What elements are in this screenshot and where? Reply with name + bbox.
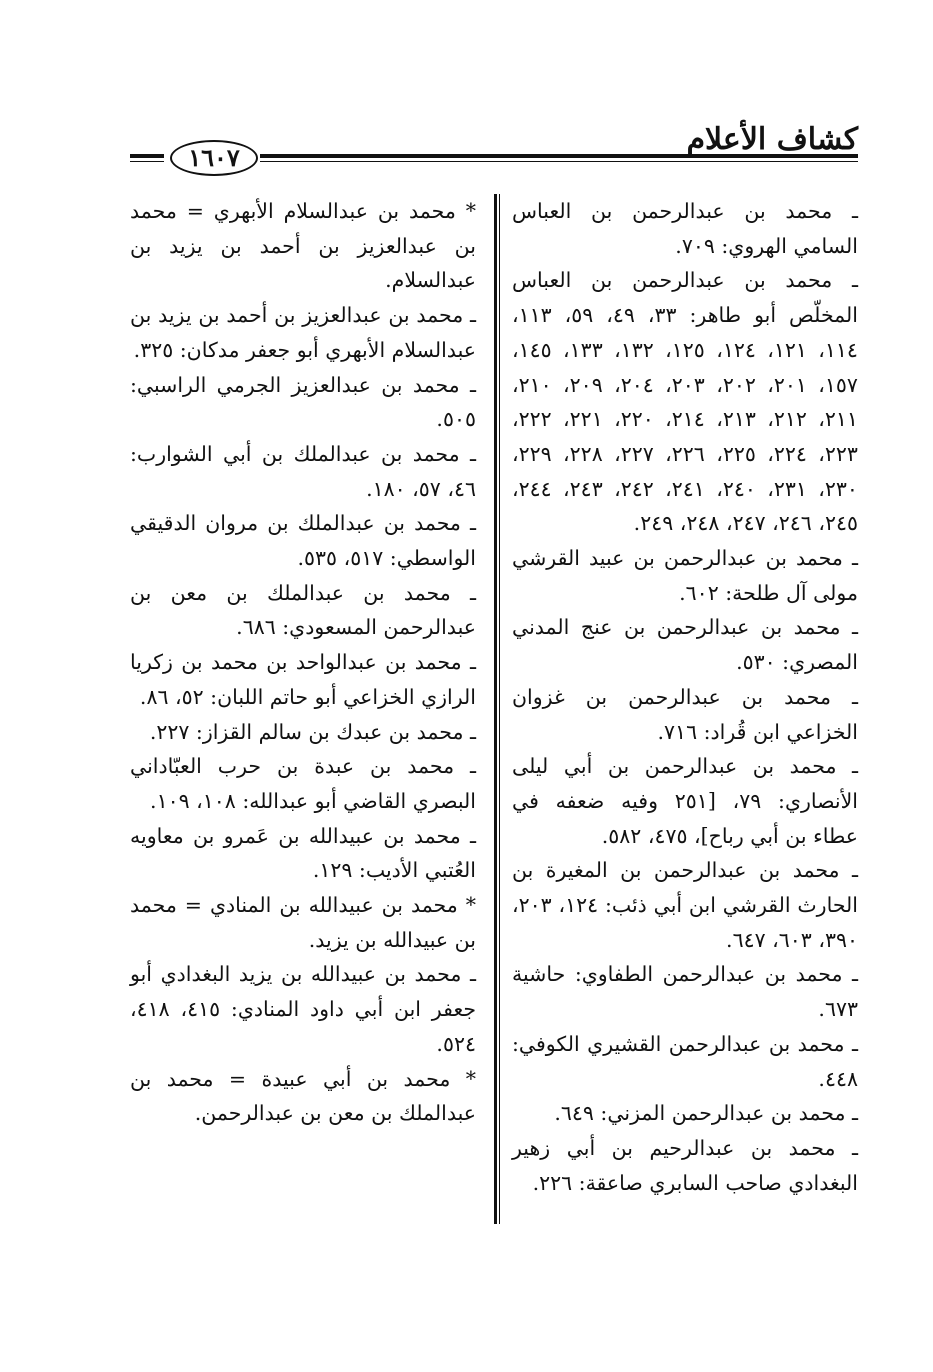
index-entry: ـ محمد بن عبدالرحمن بن العباس المخلّص أبو طاهر: ٣٣، ٤٩، ٥٩، ١١٣، ١١٤، ١٢١، ١٢٤، ١٢٥، ١٣٢، ١٣٣، ١٤٥، ١٥٧، ٢٠١، ٢٠٢، ٢٠٣، ٢٠٤، ٢٠٩، ٢١٠، ٢١١، ٢١٢، ٢١٣، ٢١٤، ٢٢٠، ٢٢١، ٢٢٢، ٢٢٣، ٢٢٤، ٢٢٥، ٢٢٦، ٢٢٧، ٢٢٨، ٢٢٩، ٢٣٠، ٢٣١، ٢٤٠، ٢٤١، ٢٤٢، ٢٤٣، ٢٤٤، ٢٤٥، ٢٤٦، ٢٤٧، ٢٤٨، ٢٤٩.	[512, 268, 858, 536]
book-title: كشاف الأعلام	[686, 122, 858, 157]
index-entry: * محمد بن أبي عبيدة = محمد بن عبدالملك بن معن بن عبدالرحمن.	[130, 1066, 476, 1126]
index-entry: ـ محمد بن عبدالملك بن أبي الشوارب: ٤٦، ٥٧، ١٨٠.	[130, 441, 476, 501]
index-entry: ـ محمد بن عبدالرحمن القشيري الكوفي: ٤٤٨.	[512, 1031, 858, 1091]
index-entry: ـ محمد بن عبدالعزيز الجرمي الراسبي: ٥٠٥.	[130, 372, 476, 432]
index-entry: ـ محمد بن عبيدالله بن يزيد البغدادي أبو جعفر ابن أبي داود المنادي: ٤١٥، ٤١٨، ٥٢٤.	[130, 962, 476, 1056]
header-rule	[260, 154, 858, 162]
index-entry: ـ محمد بن عبدالرحمن المزني: ٦٤٩.	[554, 1101, 858, 1126]
index-entry: ـ محمد بن عبدالرحمن بن المغيرة بن الحارث القرشي ابن أبي ذئب: ١٢٤، ٢٠٣، ٣٩٠، ٦٠٣، ٦٤٧.	[512, 858, 858, 952]
header-rule-left	[130, 154, 164, 162]
index-entry: ـ محمد بن عبدالعزيز بن أحمد بن يزيد بن عبدالسلام الأبهري أبو جعفر مدكان: ٣٢٥.	[130, 303, 476, 362]
index-entry: ـ محمد بن عبدالرحمن بن أبي ليلى الأنصاري: ٧٩، [٢٥١ وفيه ضعفه في عطاء بن أبي رباح]، ٤٧٥، ٥٨٢.	[512, 754, 858, 848]
index-entry: ـ محمد بن عبدالرحمن بن غزوان الخزاعي ابن قُراد: ٧١٦.	[512, 684, 858, 744]
index-entry: ـ محمد بن عبدالرحمن بن عنج المدني المصري: ٥٣٠.	[512, 615, 858, 675]
column-divider	[494, 194, 500, 1224]
index-columns	[130, 194, 858, 1234]
index-entry: ـ محمد بن عبدالرحمن بن عبيد القرشي مولى آل طلحة: ٦٠٢.	[512, 546, 858, 605]
index-entry: * محمد بن عبدالسلام الأبهري = محمد بن عبدالعزيز بن أحمد بن يزيد بن عبدالسلام.	[130, 199, 476, 293]
index-entry: ـ محمد بن عبدالرحمن بن العباس السامي الهروي: ٧٠٩.	[512, 199, 858, 258]
page-number: ١٦٠٧	[170, 140, 258, 176]
index-entry: ـ محمد بن عبدالملك بن معن بن عبدالرحمن المسعودي: ٦٨٦.	[130, 580, 476, 640]
index-entry: ـ محمد بن عبدك بن سالم القزاز: ٢٢٧.	[149, 719, 476, 744]
right-column	[512, 194, 858, 1200]
index-entry: ـ محمد بن عبدالرحيم بن أبي زهير البغدادي صاحب السابري صاعقة: ٢٢٦.	[512, 1135, 858, 1195]
index-entry: ـ محمد بن عبدالرحمن الطفاوي: حاشية ٦٧٣.	[512, 962, 858, 1022]
index-entry: ـ محمد بن عبدالواحد بن محمد بن زكريا الرازي الخزاعي أبو حاتم اللبان: ٥٢، ٨٦.	[130, 650, 476, 709]
page-header	[130, 120, 858, 180]
index-entry: ـ محمد بن عبدة بن حرب العبّاداني البصري القاضي أبو عبدالله: ١٠٨، ١٠٩.	[130, 754, 476, 813]
index-entry: ـ محمد بن عبدالملك بن مروان الدقيقي الواسطي: ٥١٧، ٥٣٥.	[130, 511, 476, 571]
index-entry: ـ محمد بن عبيدالله بن عَمرو بن معاويه العُتبي الأديب: ١٢٩.	[130, 823, 476, 883]
index-entry: * محمد بن عبيدالله بن المنادي = محمد بن عبيدالله بن يزيد.	[130, 893, 476, 952]
left-column	[130, 194, 476, 1131]
